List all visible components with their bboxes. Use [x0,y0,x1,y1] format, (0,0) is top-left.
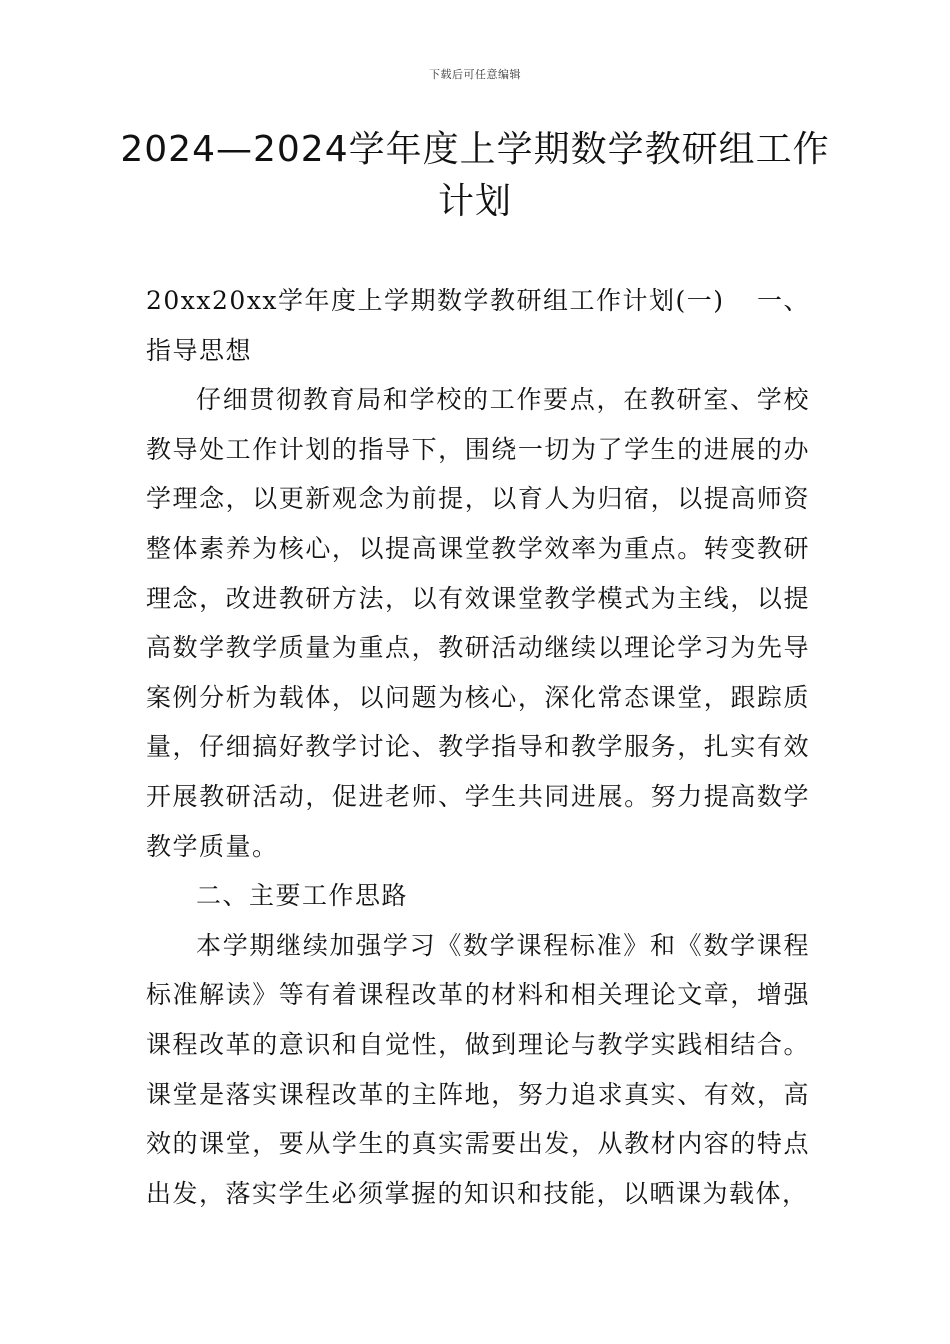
section1-number: 一、 [756,286,810,315]
section2-heading: 二、主要工作思路 [196,881,409,911]
subtitle-line [146,276,810,326]
document-title: 2024—2024学年度上学期数学教研组工作计划 [120,129,830,222]
header-note: 下载后可任意编辑 [429,68,521,81]
paragraph-main-work-ideas: 本学期继续加强学习《数学课程标准》和《数学课程标准解读》等有着课程改革的材料和相关理论文章，增强课程改革的意识和自觉性，做到理论与教学实践相结合。课堂是落实课程改革的主阵地，努力追求真实、有效，高效的课堂，要从学生的真实需要出发，从教材内容的特点出发，落实学生必须掌握的知识和技能，以晒课为载体， [146,930,810,1208]
section1-heading: 指导思想 [146,335,253,365]
paragraph-guiding-ideology: 仔细贯彻教育局和学校的工作要点，在教研室、学校教导处工作计划的指导下，围绕一切为了学生的进展的办学理念，以更新观念为前提，以育人为归宿，以提高师资整体素养为核心，以提高课堂教学效率为重点。转变教研理念，改进教研方法，以有效课堂教学模式为主线，以提高数学教学质量为重点，教研活动继续以理论学习为先导案例分析为载体，以问题为核心，深化常态课堂，跟踪质量，仔细搞好教学讨论、教学指导和教学服务，扎实有效开展教研活动，促进老师、学生共同进展。努力提高数学教学质量。 [146,385,810,861]
subtitle: 20xx20xx学年度上学期数学教研组工作计划(一) [146,286,725,315]
document-body [146,276,810,1218]
